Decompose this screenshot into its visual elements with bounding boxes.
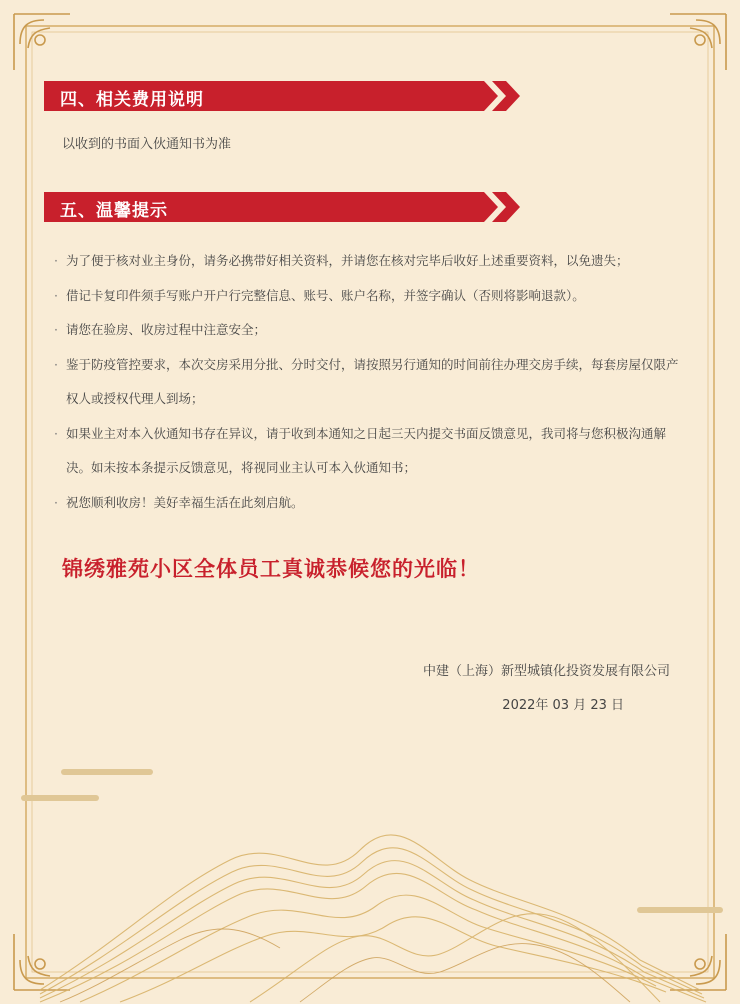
section4-header: [44, 81, 524, 111]
gold-mountain-decoration: [0, 740, 740, 1004]
list-item: [54, 279, 684, 314]
bullet-icon: ·: [54, 287, 58, 303]
bullet-icon: ·: [54, 494, 58, 510]
bullet-icon: ·: [54, 425, 58, 441]
section4-title: 四、相关费用说明: [60, 90, 204, 110]
list-item: [54, 486, 684, 521]
company-name: 中建（上海）新型城镇化投资发展有限公司: [422, 664, 670, 679]
section4-body: 以收到的书面入伙通知书为准: [62, 137, 232, 152]
list-item: [54, 244, 684, 279]
tip-text: 祝您顺利收房！美好幸福生活在此刻启航。: [66, 494, 304, 510]
tip-text: 借记卡复印件须手写账户开户行完整信息、账号、账户名称，并签字确认（否则将影响退款）。: [66, 287, 585, 303]
issue-date: 2022年 03 月 23 日: [502, 698, 624, 713]
bullet-icon: ·: [54, 356, 58, 372]
tip-text: 如果业主对本入伙通知书存在异议，请于收到本通知之日起三天内提交书面反馈意见，我司将与您积极沟通解决。如未按本条提示反馈意见，将视同业主认可本入伙通知书；: [66, 425, 667, 475]
bullet-icon: ·: [54, 253, 58, 268]
tips-list: [54, 244, 684, 520]
list-item: [54, 313, 684, 348]
list-item: [54, 348, 684, 417]
tip-text: 为了便于核对业主身份，请务必携带好相关资料，并请您在核对完毕后收好上述重要资料，以免遗失；: [66, 253, 629, 268]
corner-ornament-icon: [14, 14, 70, 70]
section5-title: 五、温馨提示: [60, 201, 168, 221]
tip-text: 请您在验房、收房过程中注意安全；: [66, 322, 267, 337]
list-item: [54, 417, 684, 486]
bullet-icon: ·: [54, 322, 58, 337]
section5-header: [44, 192, 524, 222]
tip-text: 鉴于防疫管控要求，本次交房采用分批、分时交付，请按照另行通知的时间前往办理交房手续，每套房屋仅限产权人或授权代理人到场；: [66, 356, 679, 406]
welcome-message: 锦绣雅苑小区全体员工真诚恭候您的光临！: [62, 557, 480, 581]
